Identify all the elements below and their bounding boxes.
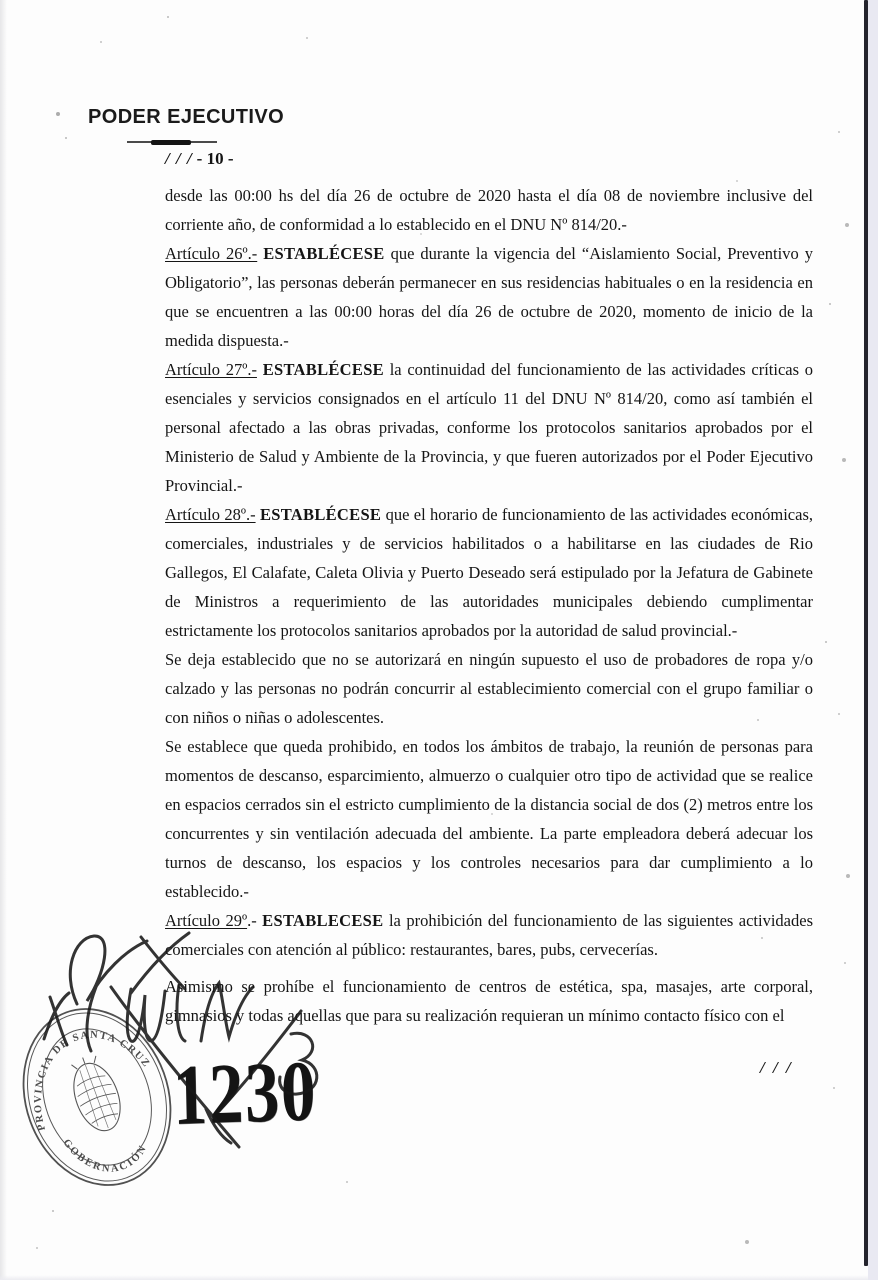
emphasis-word: ESTABLECESE xyxy=(262,911,384,930)
article-label: Artículo 27º.- xyxy=(165,360,257,379)
paragraph xyxy=(165,239,813,355)
scan-noise-speckles xyxy=(0,0,2,2)
seal-bottom-text: GOBERNACIÓN xyxy=(60,1137,150,1175)
article-label: Artículo 28º.- xyxy=(165,505,256,524)
letterhead-title: PODER EJECUTIVO xyxy=(88,106,285,128)
page-marker-slashes: / / / xyxy=(165,149,193,168)
document-body xyxy=(165,181,813,1030)
text-run: desde las 00:00 hs del día 26 de octubre de 2020 hasta el día 08 de noviembre inclusive del corriente año, de conformidad a lo establecido en el DNU Nº 814/20.- xyxy=(165,186,813,234)
paragraph xyxy=(165,355,813,500)
title-underline xyxy=(127,140,217,146)
text-run: Se establece que queda prohibido, en todos los ámbitos de trabajo, la reunión de personas para momentos de descanso, esparcimiento, almuerzo o cualquier otro tipo de actividad que se realice en espacios cerrados sin el estricto cumplimiento de la distancia social de dos (2) metros entre los concurrentes y sin ventilación adecuada del ambiente. La parte empleadora deberá adecuar los turnos de descanso, los espacios y los controles necesarios para dar cumplimiento a lo establecido.- xyxy=(165,737,813,901)
paragraph xyxy=(165,645,813,732)
seal-top-text: PROVINCIA DE SANTA CRUZ xyxy=(32,1029,153,1132)
scan-strip-right xyxy=(868,0,878,1280)
page-number: - 10 - xyxy=(196,149,234,168)
text-run: que durante la vigencia del “Aislamiento Social, Preventivo y Obligatorio”, las personas deberán permanecer en sus residencias habituales o en la residencia en que se encuentren a las 00:00 horas del día 26 de octubre de 2020, momento de inicio de la medida dispuesta.- xyxy=(165,244,813,350)
text-run: .- xyxy=(247,911,263,930)
decree-number-stamp: 1230 xyxy=(171,1042,318,1143)
article-label: Artículo 29º xyxy=(165,911,248,930)
page-marker xyxy=(165,149,234,169)
continuation-mark: / / / xyxy=(760,1058,793,1077)
scan-edge-left xyxy=(0,0,7,1280)
text-run: que el horario de funcionamiento de las actividades económicas, comerciales, industriales y de servicios habilitados o a habilitarse en las ciudades de Rio Gallegos, El Calafate, Caleta Olivia y Puerto Deseado será estipulado por la Jefatura de Gabinete de Ministros a requerimiento de las autoridades municipales debiendo cumplimentar estrictamente los protocolos sanitarios aprobados por la autoridad de salud provincial.- xyxy=(165,505,814,640)
text-run: la prohibición del funcionamiento de las siguientes actividades comerciales con atención al público: restaurantes, bares, pubs, cervecerías. xyxy=(165,911,813,959)
paragraph xyxy=(165,181,813,239)
emphasis-word: ESTABLÉCESE xyxy=(259,505,382,524)
seal-coat-of-arms xyxy=(63,1050,129,1137)
paragraph xyxy=(165,972,813,1030)
text-run: la continuidad del funcionamiento de las actividades críticas o esenciales y servicios consignados en el artículo 11 del DNU Nº 814/20, como así también el personal afectado a las obras privadas, conforme los protocolos sanitarios aprobados por el Ministerio de Salud y Ambiente de la Provincia, y que fueren autorizados por el Poder Ejecutivo Provincial.- xyxy=(165,360,814,495)
paragraph xyxy=(165,500,813,645)
text-run: Asimismo se prohíbe el funcionamiento de centros de estética, spa, masajes, arte corporal, gimnasios y todas aquellas que para su realización requieran un mínimo contacto físico con el xyxy=(165,977,813,1025)
text-run: Se deja establecido que no se autorizará en ningún supuesto el uso de probadores de ropa y/o calzado y las personas no podrán concurrir al establecimiento comercial con el grupo familiar o con niños o niñas o adolescentes. xyxy=(165,650,813,727)
emphasis-word: ESTABLÉCESE xyxy=(262,360,384,379)
paragraph xyxy=(165,906,813,964)
scan-edge-bottom xyxy=(0,1275,868,1280)
article-label: Artículo 26º.- xyxy=(165,244,258,263)
paragraph xyxy=(165,732,813,906)
emphasis-word: ESTABLÉCESE xyxy=(263,244,385,263)
